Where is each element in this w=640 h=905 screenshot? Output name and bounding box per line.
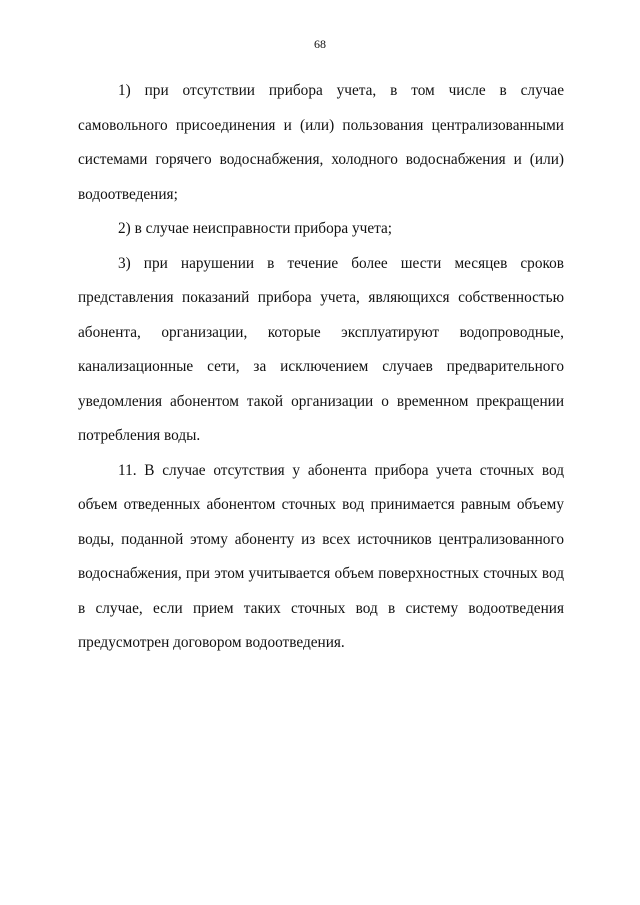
paragraph-item-2: 2) в случае неисправности прибора учета;: [118, 220, 393, 237]
paragraph-item-3: 3) при нарушении в течение более шести месяцев сроков представления показаний прибора учета, являющихся собственностью абонента, организации, которые эксплуатируют водопроводные, канализационные сети, за исключением случаев предварительного уведомления абонентом такой организации о временном прекращении потребления воды.: [78, 254, 564, 444]
paragraph-item-1: 1) при отсутствии прибора учета, в том числе в случае самовольного присоединения и (или) пользования централизованными системами горячего водоснабжения, холодного водоснабжения и (или) водоотведения;: [78, 82, 564, 203]
page-number: 68: [314, 37, 326, 51]
body-text: [78, 74, 564, 661]
paragraph-clause-11: 11. В случае отсутствия у абонента прибора учета сточных вод объем отведенных абонентом сточных вод принимается равным объему воды, поданной этому абоненту из всех источников централизованного водоснабжения, при этом учитывается объем поверхностных сточных вод в случае, если прием таких сточных вод в систему водоотведения предусмотрен договором водоотведения.: [78, 461, 564, 651]
